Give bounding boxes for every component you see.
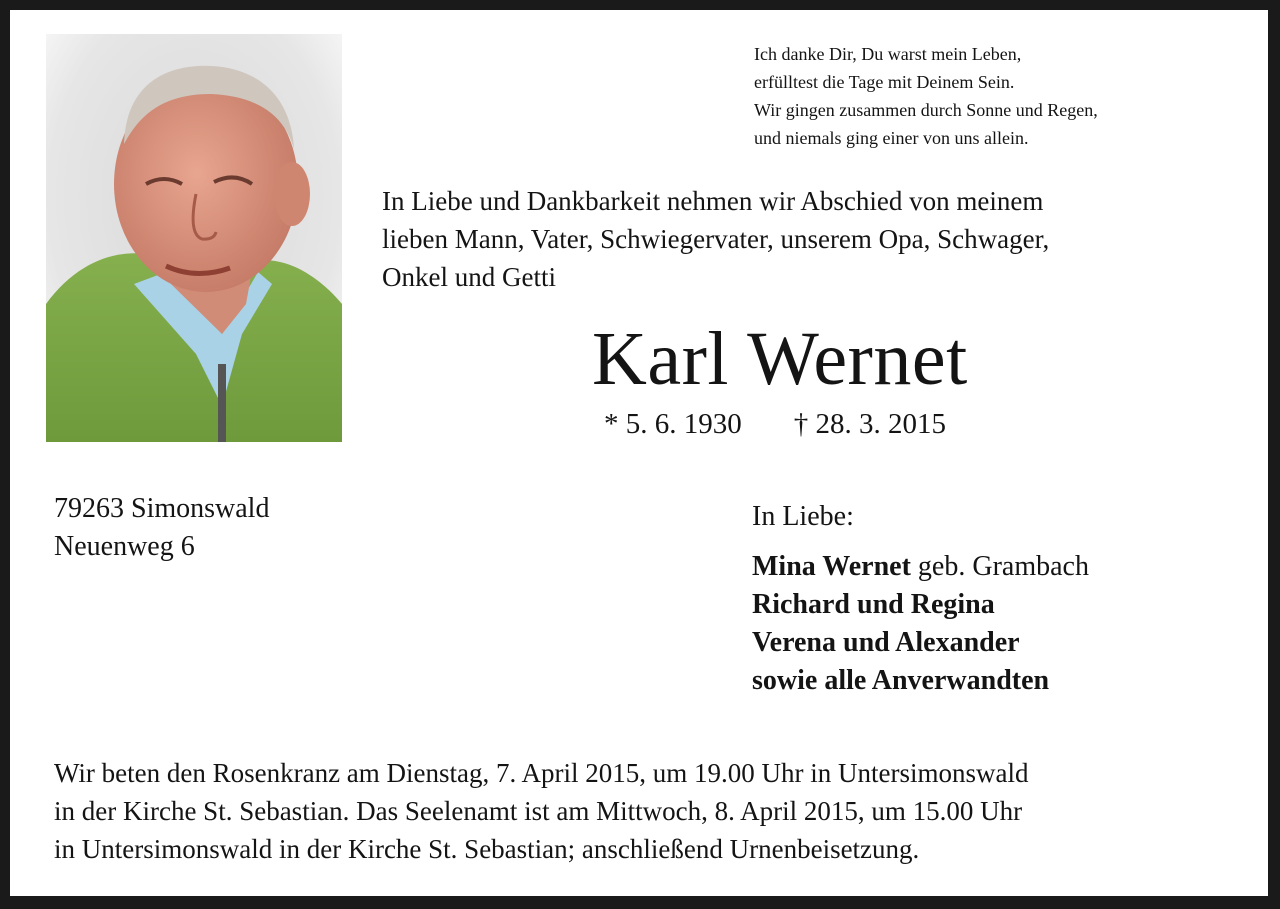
service-line: Wir beten den Rosenkranz am Dienstag, 7. April 2015, um 19.00 Uhr in Untersimonswald — [54, 758, 1029, 788]
portrait-icon — [46, 34, 342, 442]
mourner-line: Richard und Regina — [752, 589, 995, 620]
portrait-photo — [46, 34, 342, 442]
mourner-spouse — [752, 548, 1089, 586]
address-line-street: Neuenweg 6 — [54, 531, 195, 562]
address-block — [54, 490, 269, 566]
deceased-name: Karl Wernet — [592, 317, 968, 401]
spouse-name: Mina Wernet — [752, 551, 911, 582]
birth-date: * 5. 6. 1930 — [604, 408, 742, 440]
mourner-line: sowie alle Anverwandten — [752, 665, 1050, 696]
spouse-note: geb. Grambach — [910, 551, 1089, 582]
death-date: † 28. 3. 2015 — [793, 408, 946, 440]
poem-line: Ich danke Dir, Du warst mein Leben, — [754, 44, 1022, 64]
poem-quote — [754, 40, 1098, 152]
address-line-postal: 79263 Simonswald — [54, 493, 270, 524]
obituary-notice — [10, 10, 1268, 896]
poem-line: erfülltest die Tage mit Deinem Sein. — [754, 72, 1015, 92]
poem-line: Wir gingen zusammen durch Sonne und Regen, — [754, 100, 1098, 120]
intro-text — [382, 182, 1049, 296]
life-dates — [604, 404, 946, 444]
mourners-block — [752, 498, 1089, 700]
mourner-line: Verena und Alexander — [752, 627, 1020, 658]
intro-line: lieben Mann, Vater, Schwiegervater, unserem Opa, Schwager, — [382, 224, 1050, 254]
service-line: in Untersimonswald in der Kirche St. Sebastian; anschließend Urnenbeisetzung. — [54, 834, 920, 864]
intro-line: Onkel und Getti — [382, 262, 556, 292]
service-info — [54, 754, 1029, 868]
intro-line: In Liebe und Dankbarkeit nehmen wir Abschied von meinem — [382, 186, 1044, 216]
poem-line: und niemals ging einer von uns allein. — [754, 128, 1029, 148]
service-line: in der Kirche St. Sebastian. Das Seelenamt ist am Mittwoch, 8. April 2015, um 15.00 Uhr — [54, 796, 1023, 826]
mourners-label: In Liebe: — [752, 501, 854, 532]
